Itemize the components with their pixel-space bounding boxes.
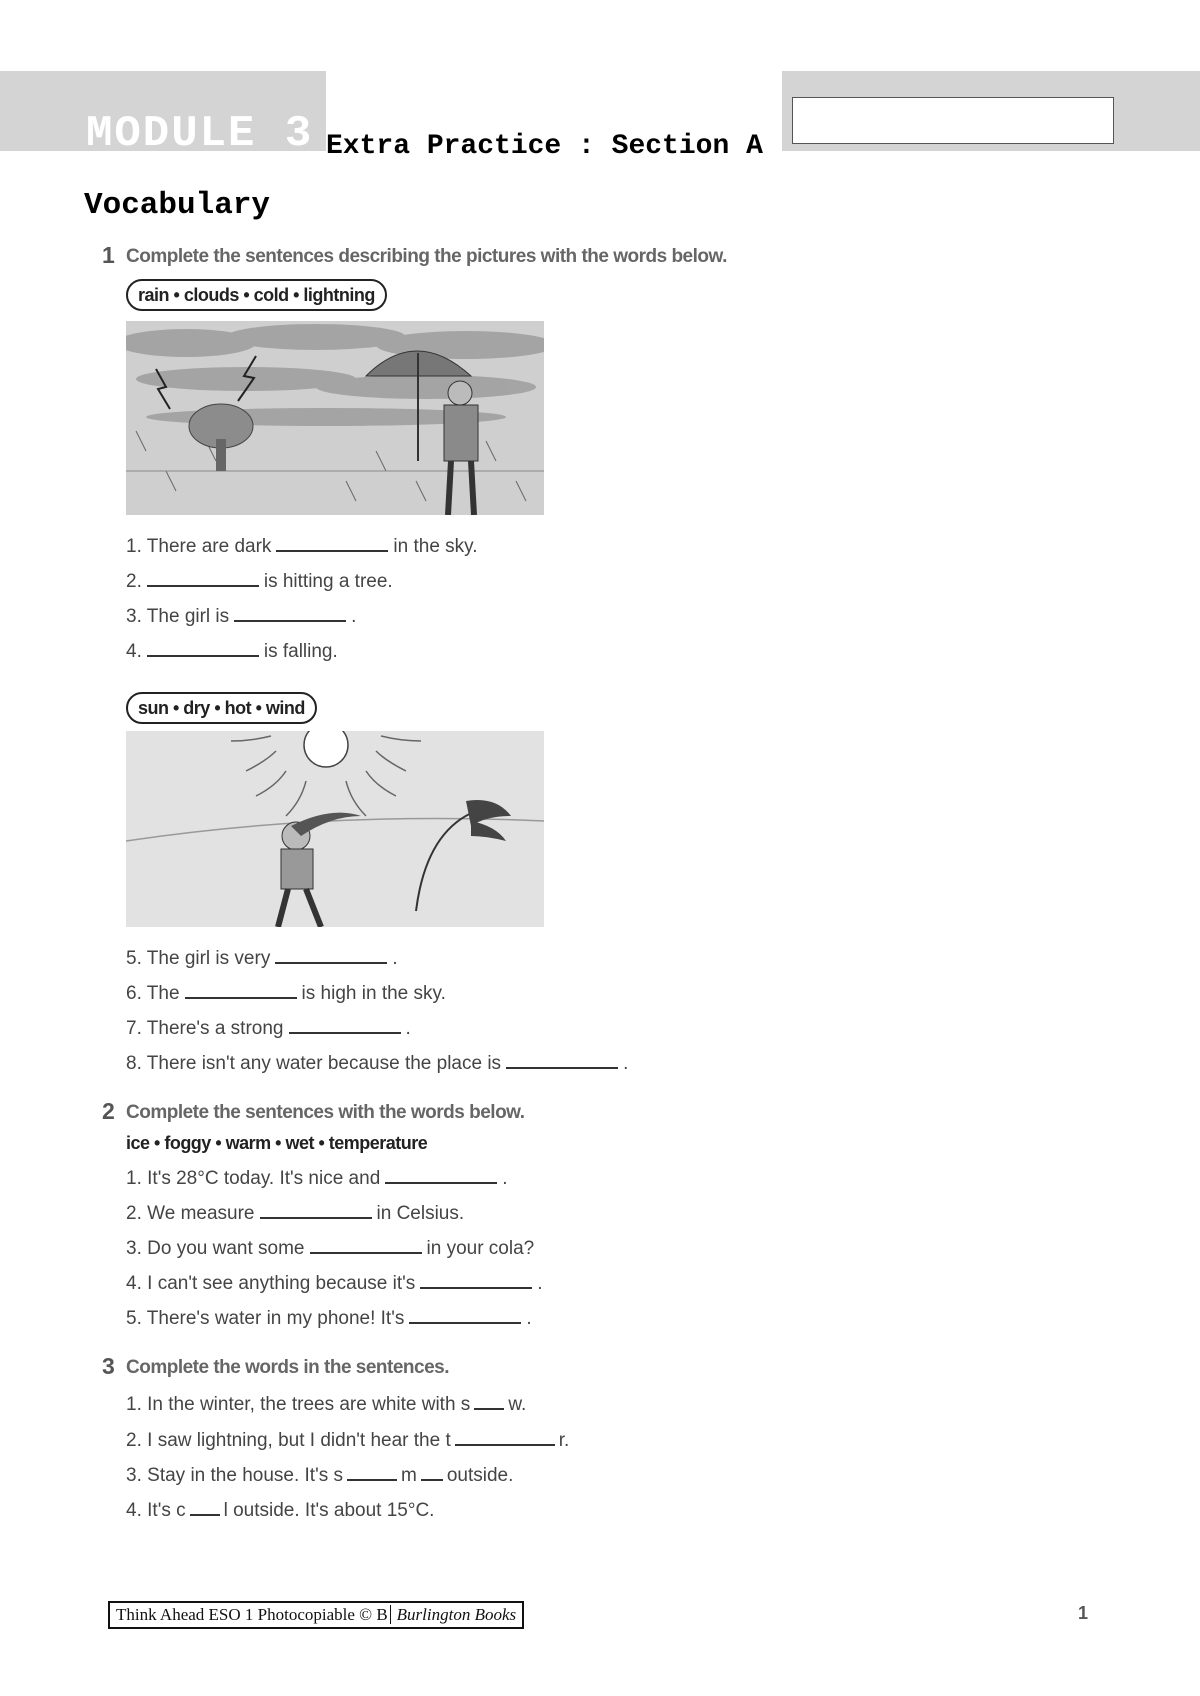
- answer-blank[interactable]: [276, 536, 388, 552]
- exercise-1-instruction: Complete the sentences describing the pictures with the words below.: [126, 246, 727, 267]
- letter-blank[interactable]: [474, 1394, 504, 1410]
- exercise-1-number: 1: [102, 242, 115, 268]
- answer-blank[interactable]: [385, 1168, 497, 1184]
- answer-blank[interactable]: [506, 1053, 618, 1069]
- word-box-a: rain • clouds • cold • lightning: [126, 279, 387, 311]
- ex2-item-3: 3. Do you want some in your cola?: [126, 1238, 535, 1259]
- letter-blank[interactable]: [421, 1465, 443, 1481]
- ex3-item-2: 2. I saw lightning, but I didn't hear the t r.: [126, 1430, 570, 1451]
- ex1-item-5: 5. The girl is very .: [126, 948, 398, 969]
- page-title: Extra Practice : Section A: [326, 131, 763, 162]
- letter-blank[interactable]: [455, 1430, 555, 1446]
- word-list-2: ice • foggy • warm • wet • temperature: [126, 1133, 428, 1153]
- answer-blank[interactable]: [310, 1238, 422, 1254]
- exercise-2-instruction: Complete the sentences with the words below.: [126, 1102, 525, 1123]
- ex2-item-1: 1. It's 28°C today. It's nice and .: [126, 1168, 508, 1189]
- answer-blank[interactable]: [260, 1203, 372, 1219]
- ex2-item-2: 2. We measure in Celsius.: [126, 1203, 465, 1224]
- section-heading: Vocabulary: [84, 188, 271, 223]
- page-number: 1: [1078, 1603, 1089, 1623]
- answer-blank[interactable]: [409, 1308, 521, 1324]
- copyright-footer: Think Ahead ESO 1 Photocopiable © B Burlington Books: [108, 1601, 524, 1629]
- word-box-b: sun • dry • hot • wind: [126, 692, 317, 724]
- answer-blank[interactable]: [185, 983, 297, 999]
- ex2-item-5: 5. There's water in my phone! It's .: [126, 1308, 532, 1329]
- ex3-item-4: 4. It's c l outside. It's about 15°C.: [126, 1500, 435, 1521]
- ex1-item-8: 8. There isn't any water because the place is .: [126, 1053, 629, 1074]
- ex1-item-2: 2. is hitting a tree.: [126, 571, 393, 592]
- letter-blank[interactable]: [190, 1500, 220, 1516]
- ex1-item-4: 4. is falling.: [126, 641, 338, 662]
- letter-blank[interactable]: [347, 1465, 397, 1481]
- answer-blank[interactable]: [234, 606, 346, 622]
- answer-blank[interactable]: [147, 641, 259, 657]
- ex3-item-1: 1. In the winter, the trees are white with s w.: [126, 1394, 527, 1415]
- answer-blank[interactable]: [147, 571, 259, 587]
- ex1-item-6: 6. The is high in the sky.: [126, 983, 446, 1004]
- sunny-windy-illustration: [126, 731, 544, 927]
- answer-blank[interactable]: [420, 1273, 532, 1289]
- answer-blank[interactable]: [275, 948, 387, 964]
- answer-blank[interactable]: [289, 1018, 401, 1034]
- name-field[interactable]: [792, 97, 1114, 144]
- exercise-2-number: 2: [102, 1098, 115, 1124]
- ex3-item-3: 3. Stay in the house. It's s m outside.: [126, 1465, 514, 1486]
- exercise-3-instruction: Complete the words in the sentences.: [126, 1357, 450, 1378]
- ex1-item-3: 3. The girl is .: [126, 606, 357, 627]
- ex2-item-4: 4. I can't see anything because it's .: [126, 1273, 543, 1294]
- ex1-item-1: 1. There are dark in the sky.: [126, 536, 478, 557]
- storm-illustration: [126, 321, 544, 515]
- module-label: MODULE 3: [86, 109, 314, 159]
- exercise-3-number: 3: [102, 1353, 115, 1379]
- ex1-item-7: 7. There's a strong .: [126, 1018, 411, 1039]
